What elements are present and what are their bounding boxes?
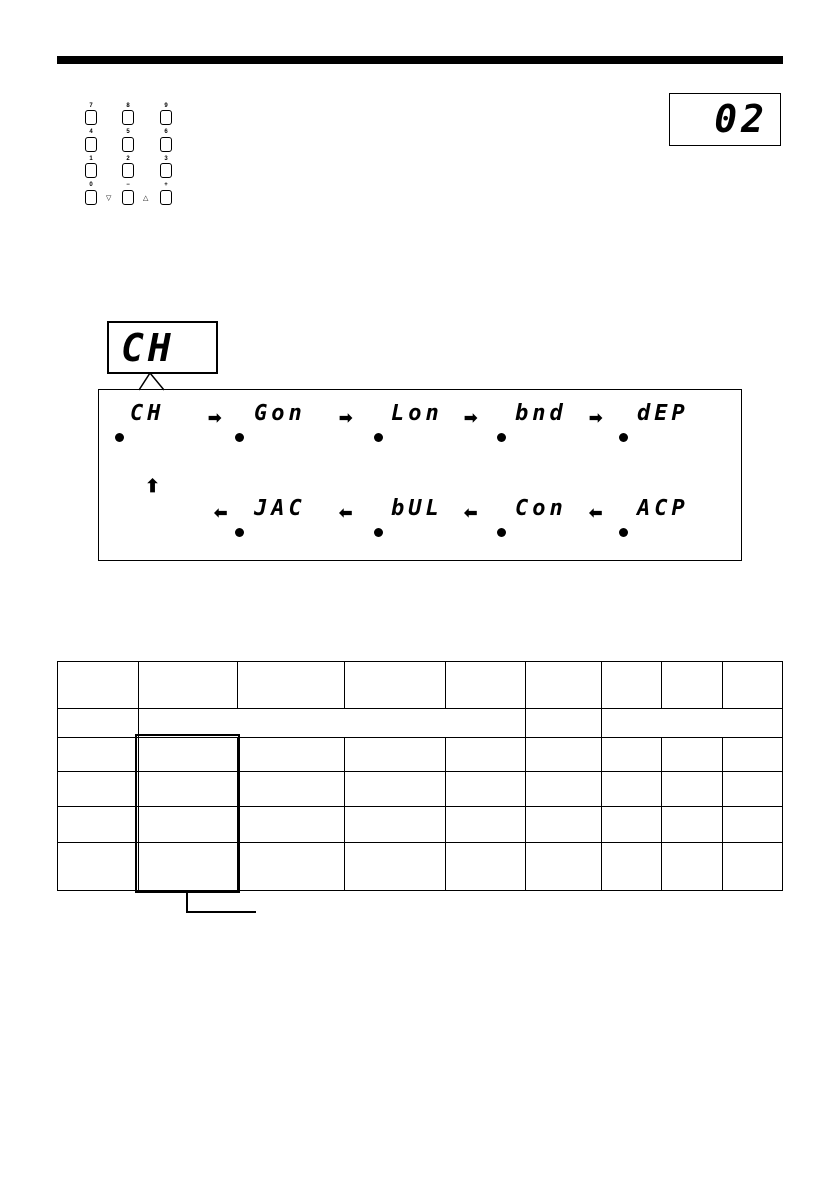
key-6[interactable] <box>160 137 172 152</box>
left-arrow-icon: ⬅ <box>339 505 353 522</box>
down-arrow-icon: ▽ <box>106 195 112 202</box>
menu-item-con: Con <box>515 496 567 521</box>
table-rule <box>722 661 723 708</box>
left-arrow-icon: ⬅ <box>464 505 478 522</box>
mode-display <box>107 321 218 374</box>
indicator-dot <box>374 433 383 442</box>
indicator-dot <box>497 528 506 537</box>
key-label-3: 3 <box>164 156 168 162</box>
right-arrow-icon: ➡ <box>339 410 353 427</box>
right-arrow-icon: ➡ <box>589 410 603 427</box>
key-label-2: 2 <box>126 156 130 162</box>
left-arrow-icon: ⬅ <box>214 505 228 522</box>
table-rule <box>237 661 238 708</box>
callout-line <box>186 893 188 913</box>
key-plus[interactable] <box>160 190 172 205</box>
table-rule <box>445 737 446 891</box>
right-arrow-icon: ➡ <box>208 410 222 427</box>
menu-item-lon: Lon <box>391 401 443 426</box>
table-rule <box>782 661 783 891</box>
mode-display-value: CH <box>121 326 175 370</box>
key-1[interactable] <box>85 163 97 178</box>
key-4[interactable] <box>85 137 97 152</box>
menu-item-jac: JAC <box>254 496 306 521</box>
menu-sequence-panel <box>98 389 742 561</box>
table-rule <box>344 737 345 891</box>
table-rule <box>661 661 662 708</box>
up-arrow-icon: △ <box>143 195 149 202</box>
key-minus[interactable] <box>122 190 134 205</box>
table-rule <box>661 737 662 891</box>
up-arrow-icon: ⬆ <box>145 476 161 496</box>
table-rule <box>57 661 58 891</box>
table-rule <box>601 661 602 891</box>
key-label-4: 4 <box>89 129 93 135</box>
indicator-dot <box>115 433 124 442</box>
key-8[interactable] <box>122 110 134 125</box>
table-rule <box>344 661 345 708</box>
channel-display-value: 02 <box>714 97 768 141</box>
table-rule <box>57 708 783 709</box>
menu-item-ch: CH <box>130 401 165 426</box>
callout-line <box>186 911 256 913</box>
key-label-plus: + <box>164 182 168 188</box>
right-arrow-icon: ➡ <box>464 410 478 427</box>
table-rule <box>445 661 446 708</box>
key-label-minus: − <box>126 182 130 188</box>
key-7[interactable] <box>85 110 97 125</box>
indicator-dot <box>235 528 244 537</box>
indicator-dot <box>235 433 244 442</box>
key-label-9: 9 <box>164 103 168 109</box>
menu-item-dep: dEP <box>637 401 689 426</box>
table-rule <box>57 661 783 662</box>
top-rule <box>57 56 783 64</box>
key-9[interactable] <box>160 110 172 125</box>
indicator-dot <box>619 433 628 442</box>
indicator-dot <box>374 528 383 537</box>
key-3[interactable] <box>160 163 172 178</box>
table-rule <box>722 737 723 891</box>
indicator-dot <box>497 433 506 442</box>
menu-item-bnd: bnd <box>515 401 567 426</box>
table-rule <box>525 661 526 891</box>
key-label-6: 6 <box>164 129 168 135</box>
left-arrow-icon: ⬅ <box>589 505 603 522</box>
key-label-1: 1 <box>89 156 93 162</box>
key-label-5: 5 <box>126 129 130 135</box>
menu-item-acp: ACP <box>637 496 689 521</box>
channel-display <box>669 93 781 146</box>
highlighted-column-frame <box>135 734 240 893</box>
key-label-7: 7 <box>89 103 93 109</box>
key-2[interactable] <box>122 163 134 178</box>
menu-item-gon: Gon <box>254 401 306 426</box>
indicator-dot <box>619 528 628 537</box>
key-label-8: 8 <box>126 103 130 109</box>
menu-item-bul: bUL <box>391 496 443 521</box>
key-5[interactable] <box>122 137 134 152</box>
key-label-0: 0 <box>89 182 93 188</box>
key-0[interactable] <box>85 190 97 205</box>
